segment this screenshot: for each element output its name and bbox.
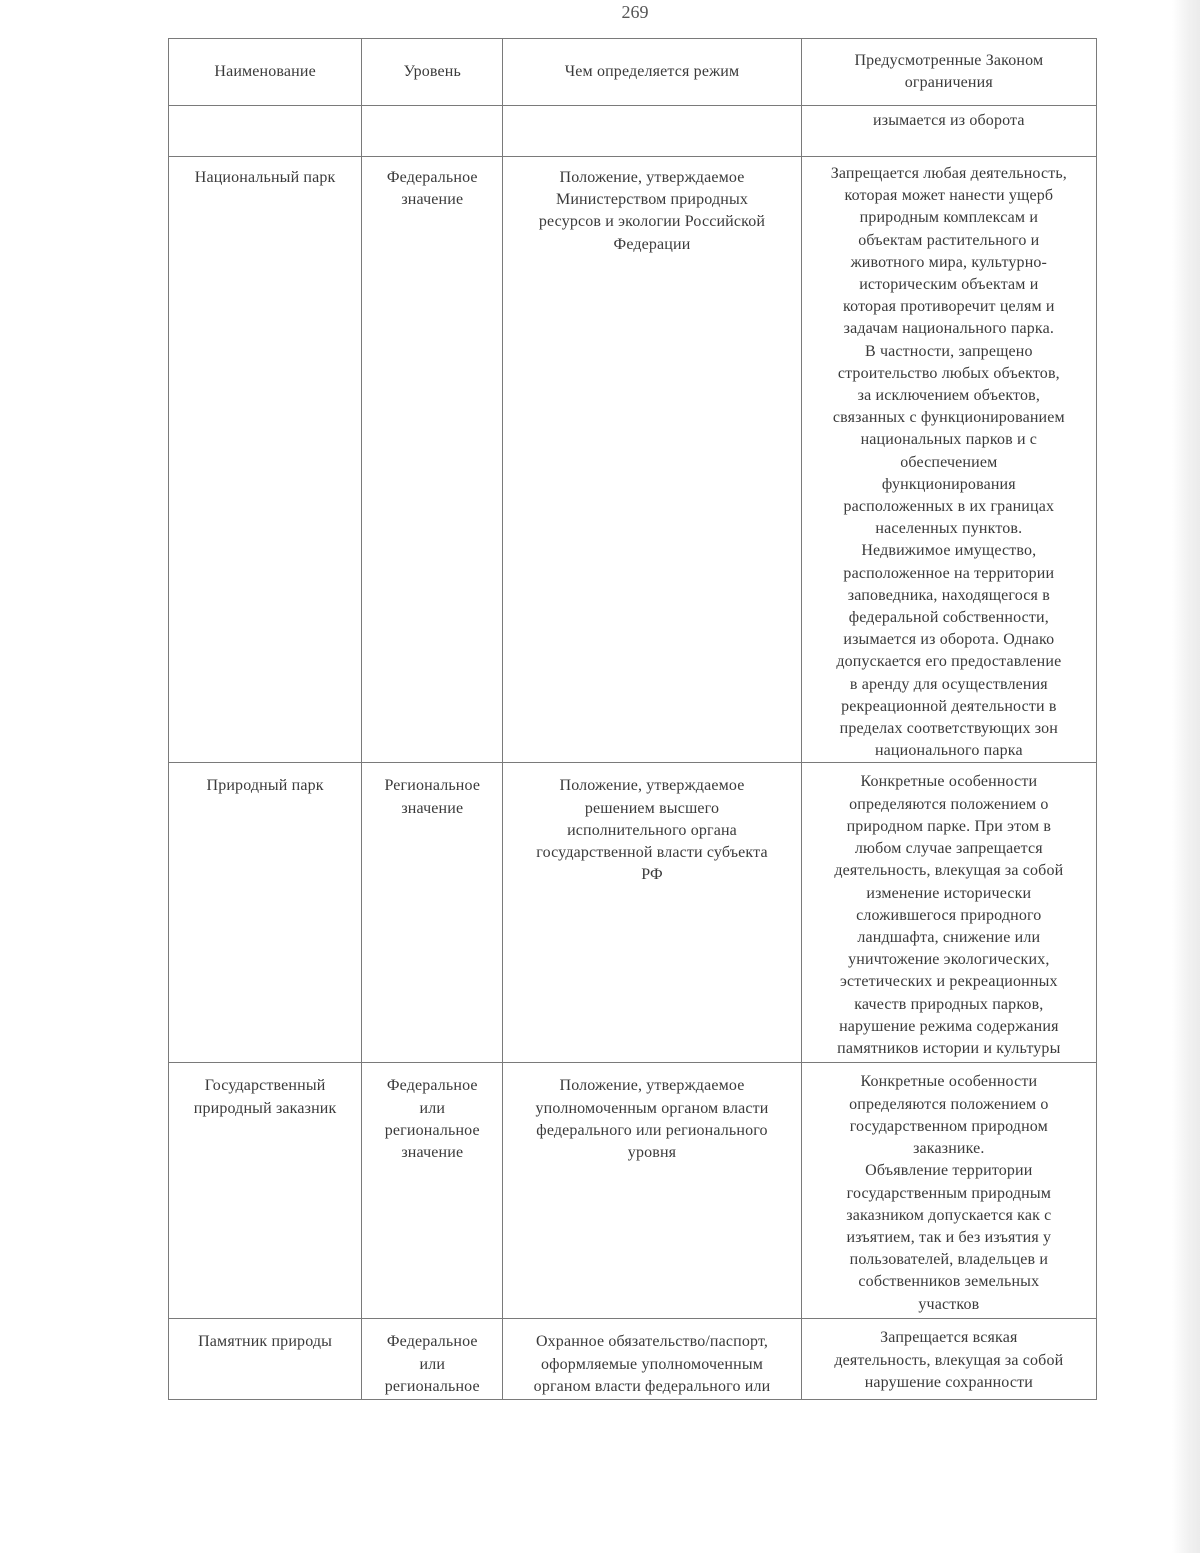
cell-name: Памятник природы	[169, 1319, 362, 1400]
table-row	[169, 1063, 1097, 1319]
header-limits: Предусмотренные Законом ограничения	[801, 39, 1096, 106]
cell-name: Национальный парк	[169, 157, 362, 763]
cell-level: Федеральное или региональное значение	[362, 1063, 503, 1319]
cell-level	[362, 106, 503, 157]
cell-limits: Запрещается всякая деятельность, влекущая за собой нарушение сохранности	[801, 1319, 1096, 1400]
cell-level: Федеральное или региональное	[362, 1319, 503, 1400]
cell-limits: Конкретные особенности определяются положением о государственном природном заказнике. Объявление территории государственным природным заказником допускается как с изъятием, так и без изъятия у пользователей, владельцев и собственников земельных участков	[801, 1063, 1096, 1319]
cell-limits: Запрещается любая деятельность, которая может нанести ущерб природным комплексам и объектам растительного и животного мира, культурно- историческим объектам и которая противоречит целям и задачам национального парка. В частности, запрещено строительство любых объектов, за исключением объектов, связанных с функционированием национальных парков и с обеспечением функционирования расположенных в их границах населенных пунктов. Недвижимое имущество, расположенное на территории заповедника, находящегося в федеральной собственности, изымается из оборота. Однако допускается его предоставление в аренду для осуществления рекреационной деятельности в пределах соответствующих зон национального парка	[801, 157, 1096, 763]
cell-limits: Конкретные особенности определяются положением о природном парке. При этом в любом случае запрещается деятельность, влекущая за собой изменение исторически сложившегося природного ландшафта, снижение или уничтожение экологических, эстетических и рекреационных качеств природных парков, нарушение режима содержания памятников истории и культуры	[801, 763, 1096, 1063]
page-number: 269	[621, 2, 649, 22]
cell-regime: Положение, утверждаемое Министерством природных ресурсов и экологии Российской Федерации	[503, 157, 801, 763]
table-row	[169, 763, 1097, 1063]
header-regime: Чем определяется режим	[503, 39, 801, 106]
scan-edge-shadow	[1172, 0, 1200, 1553]
protected-areas-table	[168, 38, 1097, 1400]
table-row	[169, 106, 1097, 157]
table-row	[169, 157, 1097, 763]
header-name: Наименование	[169, 39, 362, 106]
cell-level: Федеральное значение	[362, 157, 503, 763]
header-level: Уровень	[362, 39, 503, 106]
cell-regime: Охранное обязательство/паспорт, оформляемые уполномоченным органом власти федерального или	[503, 1319, 801, 1400]
cell-regime	[503, 106, 801, 157]
cell-regime: Положение, утверждаемое решением высшего исполнительного органа государственной власти субъекта РФ	[503, 763, 801, 1063]
cell-name: Природный парк	[169, 763, 362, 1063]
table-header-row	[169, 39, 1097, 106]
cell-level: Региональное значение	[362, 763, 503, 1063]
table-row	[169, 1319, 1097, 1400]
cell-name: Государственный природный заказник	[169, 1063, 362, 1319]
cell-name	[169, 106, 362, 157]
cell-limits: изымается из оборота	[801, 106, 1096, 157]
cell-regime: Положение, утверждаемое уполномоченным органом власти федерального или регионального уровня	[503, 1063, 801, 1319]
